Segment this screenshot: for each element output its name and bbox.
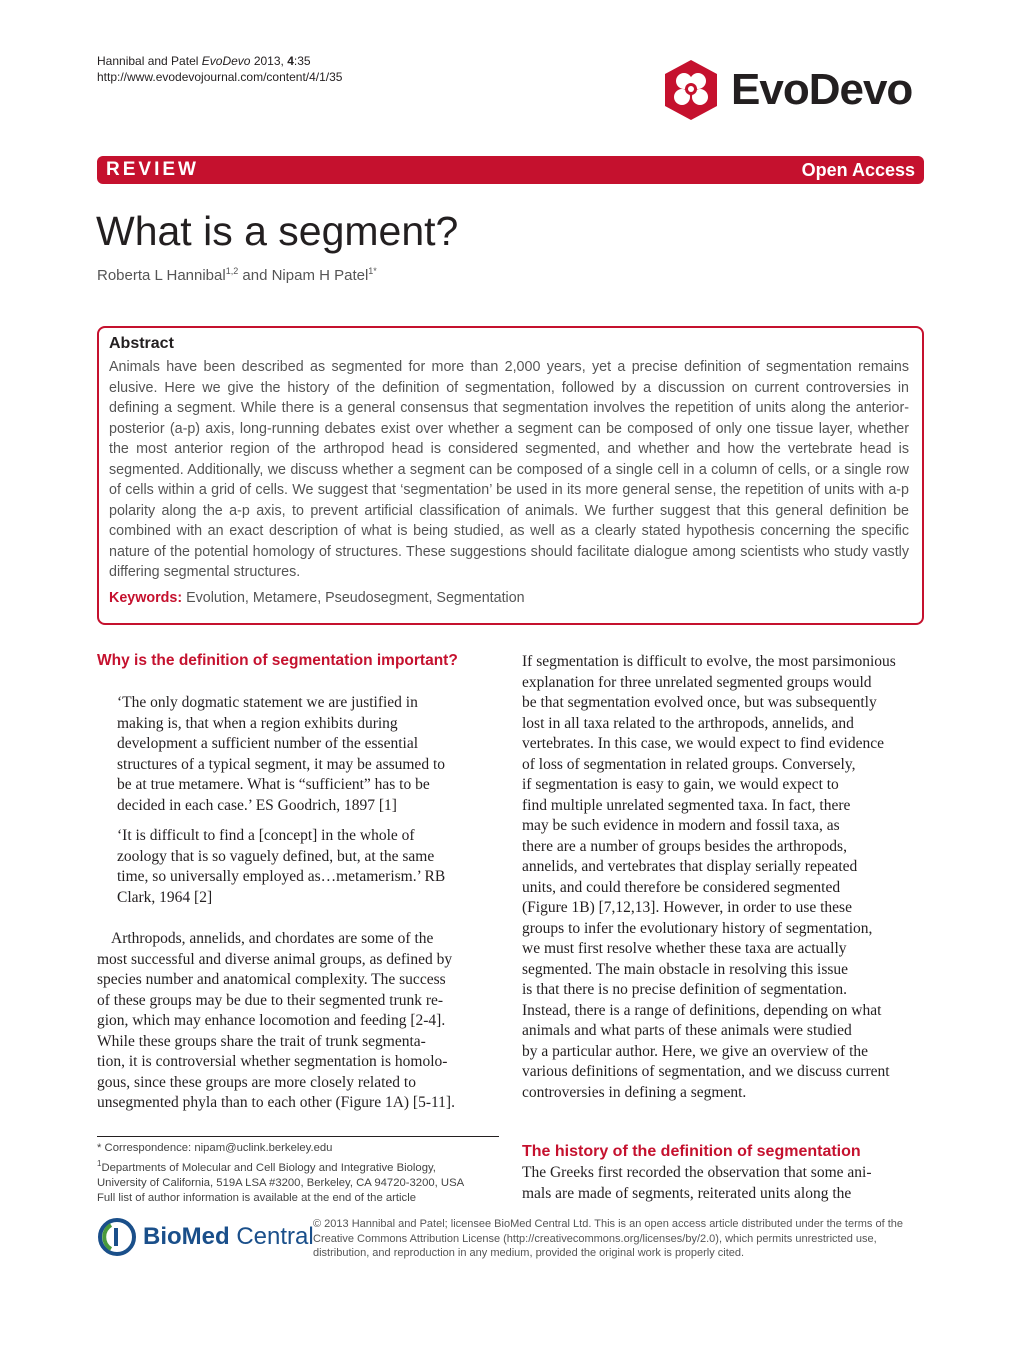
- author-info-note: Full list of author information is available at the end of the article: [97, 1191, 416, 1204]
- text-line: be that segmentation evolved once, but was subsequently: [522, 694, 877, 711]
- text-line: gion, which may enhance locomotion and feeding [2-4].: [97, 1012, 446, 1029]
- quote-line: ‘It is difficult to find a [concept] in the whole of: [117, 827, 415, 844]
- citation-url[interactable]: http://www.evodevojournal.com/content/4/1/35: [97, 70, 343, 84]
- author-name: Nipam H Patel: [271, 267, 369, 284]
- journal-logo-text: EvoDevo: [731, 65, 913, 114]
- footnote: [97, 1141, 499, 1206]
- biomed-central-logo-icon: [97, 1217, 137, 1257]
- author-separator: and: [238, 267, 272, 284]
- quote-line: Clark, 1964 [2]: [117, 888, 213, 906]
- text-line: annelids, and vertebrates that display serially repeated: [522, 858, 858, 875]
- text-line: is that there is no precise definition of segmentation.: [522, 981, 847, 998]
- license-line: Creative Commons Attribution License (http://creativecommons.org/licenses/by/2.0), which permits unrestricted use,: [313, 1232, 877, 1245]
- keywords-label: Keywords:: [109, 589, 183, 606]
- citation-year: 2013,: [253, 54, 284, 68]
- author-name: Roberta L Hannibal: [97, 267, 226, 284]
- epigraph-goodrich: [117, 693, 499, 816]
- text-line: animals and what parts of these animals were studied: [522, 1022, 852, 1039]
- section-heading-history: The history of the definition of segmentation: [522, 1143, 861, 1160]
- body-paragraph-right: [522, 652, 924, 1103]
- article-type: REVIEW: [106, 159, 199, 180]
- keywords: [109, 590, 909, 606]
- author-list: [97, 266, 377, 284]
- quote-line: zoology that is so vaguely defined, but, at the same: [117, 847, 435, 865]
- citation-volume: 4: [287, 54, 294, 68]
- text-line: there are a number of groups besides the arthropods,: [522, 837, 847, 855]
- affiliation-text: Departments of Molecular and Cell Biology and Integrative Biology,: [101, 1161, 436, 1174]
- article-title: What is a segment?: [96, 208, 459, 254]
- footnote-divider: [97, 1136, 499, 1137]
- affiliation-line: University of California, 519A LSA #3200, Berkeley, CA 94720-3200, USA: [97, 1176, 465, 1189]
- evodevo-logo-icon: [661, 58, 721, 122]
- citation-journal: EvoDevo: [201, 54, 251, 68]
- abstract-heading: Abstract: [109, 335, 174, 352]
- text-line: explanation for three unrelated segmented groups would: [522, 673, 872, 691]
- text-line: if segmentation is easy to gain, we would expect to: [522, 776, 839, 793]
- quote-line: structures of a typical segment, it may be assumed to: [117, 755, 445, 773]
- text-line: unsegmented phyla than to each other (Figure 1A) [5-11].: [97, 1094, 455, 1111]
- license-line: distribution, and reproduction in any medium, provided the original work is properly cited.: [313, 1247, 745, 1259]
- text-line: controversies in defining a segment.: [522, 1083, 747, 1101]
- citation-header: [97, 53, 342, 85]
- text-line: species number and anatomical complexity. The success: [97, 971, 446, 988]
- body-paragraph-history: [522, 1163, 924, 1204]
- correspondence: * Correspondence: nipam@uclink.berkeley.edu: [97, 1142, 333, 1154]
- text-line: The Greeks first recorded the observation that some ani-: [522, 1164, 872, 1181]
- text-line: find multiple unrelated segmented taxa. In fact, there: [522, 796, 851, 814]
- publisher-name-light: Central: [229, 1223, 314, 1250]
- quote-line: development a sufficient number of the essential: [117, 735, 419, 752]
- text-line: mals are made of segments, reiterated units along the: [522, 1184, 852, 1202]
- text-line: units, and could therefore be considered segmented: [522, 878, 841, 896]
- text-line: various definitions of segmentation, and we discuss current: [522, 1063, 890, 1080]
- open-access-label: Open Access: [801, 159, 915, 180]
- body-paragraph-left: [97, 929, 499, 1114]
- abstract-text: Animals have been described as segmented for more than 2,000 years, yet a precise definition of segmentation remains elusive. Here we give the history of the definition of segmentation, followed by a discussion on current controversies in defining a segment. While there is a general consensus that segmentation involves the repetition of units along the anterior-posterior (a-p) axis, long-running debates exist over whether a segment can be composed of only one tissue layer, whether the most anterior region of the arthropod head is considered segmented, and whether and how the vertebrate head is segmented. Additionally, we discuss whether a segment can be composed of a single cell in a column of cells, or a single row of cells within a grid of cells. We suggest that ‘segmentation’ be used in its more general sense, the repetition of units with a-p polarity along the a-p axis, to prevent artificial classification of animals. We further suggest that this general definition be combined with an exact description of what is being studied, as well as a clearly stated hypothesis concerning the specific nature of the potential homology of structures. These suggestions should facilitate dialogue among scientists who study vastly differing segmental structures.: [109, 359, 909, 580]
- text-line: If segmentation is difficult to evolve, the most parsimonious: [522, 653, 896, 670]
- journal-logo: [661, 58, 912, 122]
- keywords-list: Evolution, Metamere, Pseudosegment, Segmentation: [186, 589, 525, 606]
- text-line: by a particular author. Here, we give an overview of the: [522, 1042, 869, 1060]
- publisher-logo: [97, 1217, 314, 1257]
- author-affiliation-mark: 1,2: [225, 266, 239, 276]
- text-line: tion, it is controversial whether segmentation is homolo-: [97, 1053, 448, 1070]
- citation-line: [97, 53, 342, 69]
- citation-authors: Hannibal and Patel: [97, 54, 199, 68]
- epigraph-clark: [117, 826, 499, 908]
- article-type-banner: [97, 156, 924, 184]
- license-text: [313, 1217, 925, 1261]
- quote-line: ‘The only dogmatic statement we are justified in: [117, 694, 418, 711]
- text-line: segmented. The main obstacle in resolving this issue: [522, 960, 849, 978]
- text-line: groups to infer the evolutionary history of segmentation,: [522, 919, 873, 937]
- publisher-name-bold: BioMed: [143, 1223, 230, 1250]
- text-line: vertebrates. In this case, we would expect to find evidence: [522, 735, 884, 752]
- affiliation-mark: 1: [97, 1159, 102, 1168]
- text-line: While these groups share the trait of trunk segmenta-: [97, 1032, 426, 1050]
- text-line: (Figure 1B) [7,12,13]. However, in order to use these: [522, 899, 852, 916]
- quote-line: be at true metamere. What is “sufficient” has to be: [117, 776, 430, 793]
- text-line: gous, since these groups are more closely related to: [97, 1073, 416, 1091]
- text-line: Instead, there is a range of definitions, depending on what: [522, 1001, 882, 1019]
- quote-line: decided in each case.’ ES Goodrich, 1897 [1]: [117, 796, 397, 814]
- text-line: of these groups may be due to their segmented trunk re-: [97, 991, 444, 1009]
- affiliation-line: [97, 1156, 499, 1176]
- publisher-name: [143, 1223, 314, 1251]
- license-line: © 2013 Hannibal and Patel; licensee BioMed Central Ltd. This is an open access article distributed under the terms of the: [313, 1218, 904, 1230]
- text-line: lost in all taxa related to the arthropods, annelids, and: [522, 714, 854, 732]
- text-line: we must first resolve whether these taxa are actually: [522, 940, 847, 957]
- text-line: most successful and diverse animal groups, as defined by: [97, 950, 453, 968]
- abstract-box: [97, 326, 924, 625]
- text-line: of loss of segmentation in related groups. Conversely,: [522, 755, 856, 773]
- quote-line: making is, that when a region exhibits during: [117, 714, 398, 732]
- quote-line: time, so universally employed as…metamerism.’ RB: [117, 868, 446, 885]
- text-line: may be such evidence in modern and fossil taxa, as: [522, 817, 840, 834]
- text-line: Arthropods, annelids, and chordates are some of the: [111, 930, 434, 947]
- section-heading-importance: Why is the definition of segmentation important?: [97, 652, 458, 669]
- citation-article: :35: [293, 54, 311, 68]
- author-affiliation-mark: 1*: [368, 266, 377, 276]
